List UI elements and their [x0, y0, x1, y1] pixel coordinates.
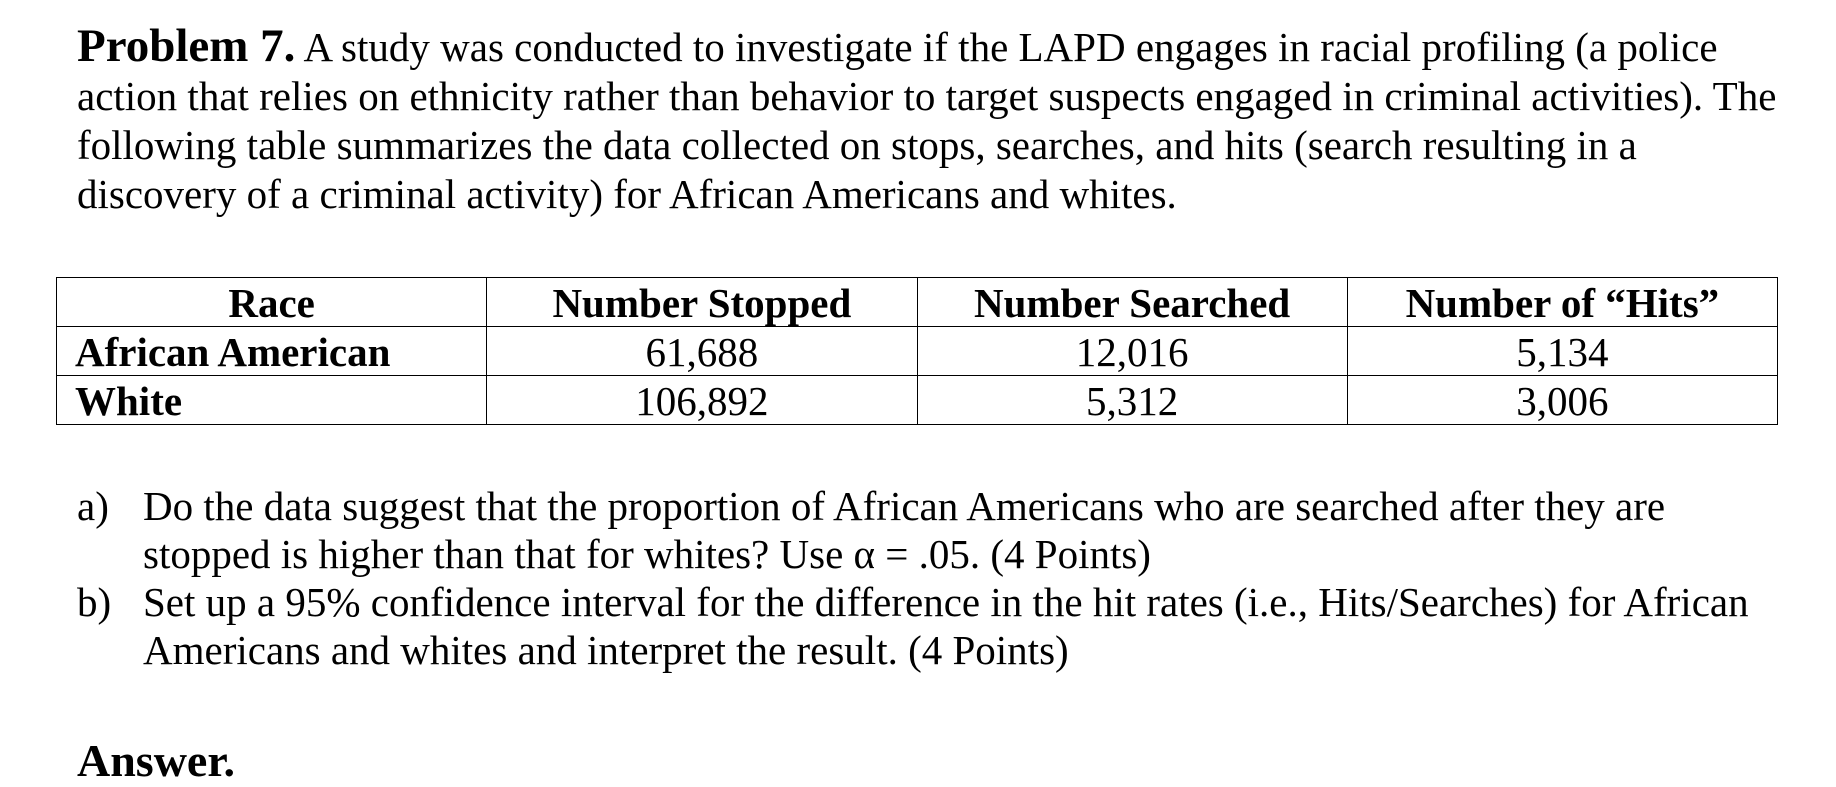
question-item-a [77, 482, 1797, 578]
problem-heading: Problem 7. [77, 20, 296, 72]
header-race: Race [57, 278, 487, 327]
data-table [56, 277, 1778, 425]
problem-text: A study was conducted to investigate if the LAPD engages in racial profiling (a police action that relies on ethnicity rather than behavior to target suspects engaged in criminal activities). The following table summarizes the data collected on stops, searches, and hits (search resulting in a discovery of a criminal activity) for African Americans and whites. [77, 24, 1777, 217]
table-header-row [57, 278, 1778, 327]
cell-number-searched: 12,016 [917, 327, 1347, 376]
table-row [57, 376, 1778, 425]
header-number-of-hits: Number of “Hits” [1347, 278, 1777, 327]
cell-number-stopped: 61,688 [487, 327, 917, 376]
question-text: Do the data suggest that the proportion of African Americans who are searched after they are stopped is higher than that for whites? Use α = .05. (4 Points) [143, 483, 1666, 577]
cell-number-stopped: 106,892 [487, 376, 917, 425]
question-text: Set up a 95% confidence interval for the difference in the hit rates (i.e., Hits/Searches) for African Americans and whites and interpret the result. (4 Points) [143, 579, 1749, 673]
table-row [57, 327, 1778, 376]
question-list [77, 482, 1797, 674]
problem-statement [77, 22, 1797, 219]
question-item-b [77, 578, 1797, 674]
cell-race: African American [57, 327, 487, 376]
cell-number-of-hits: 5,134 [1347, 327, 1777, 376]
cell-number-of-hits: 3,006 [1347, 376, 1777, 425]
cell-race: White [57, 376, 487, 425]
header-number-stopped: Number Stopped [487, 278, 917, 327]
answer-label: Answer. [77, 735, 236, 786]
question-marker: b) [77, 579, 112, 625]
header-number-searched: Number Searched [917, 278, 1347, 327]
question-marker: a) [77, 483, 109, 529]
cell-number-searched: 5,312 [917, 376, 1347, 425]
